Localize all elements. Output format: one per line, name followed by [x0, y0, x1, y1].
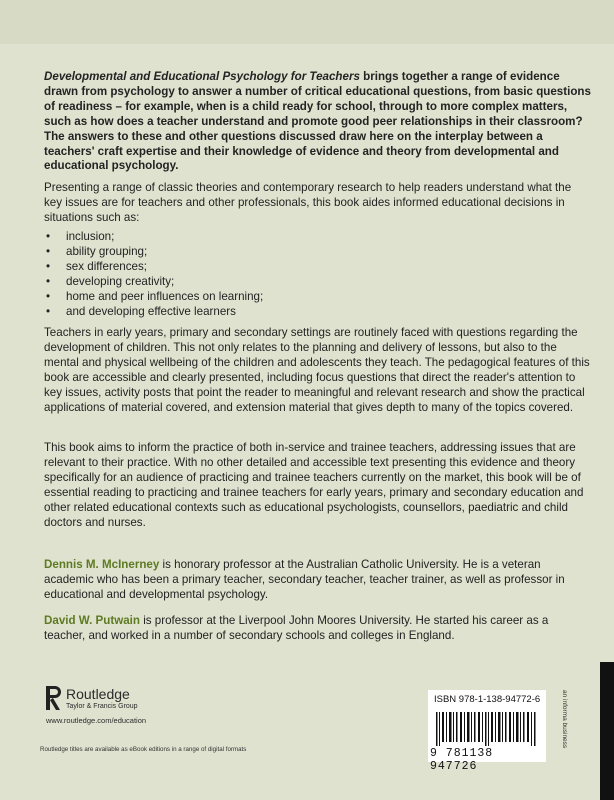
teachers-paragraph: Teachers in early years, primary and secondary settings are routinely faced with questions regarding the development of children. This not only relates to the planning and delivery of lessons, but also to the mental and physical wellbeing of the children and adolescents they teach. The pedagogical features of this book are accessible and clearly presented, including focus questions that direct the reader's attention to key issues, activity posts that point the reader to meaningful and relevant research and show the practical applications of material covered, and extension material that gives depth to many of the topics covered. — [44, 326, 590, 414]
ebook-note: Routledge titles are available as eBook editions in a range of digital formats — [40, 746, 247, 753]
aims-paragraph: This book aims to inform the practice of both in-service and trainee teachers, addressing issues that are relevant to their practice. With no other detailed and accessible text presenting this evidence and theory specifically for an audience of practicing and trainee teachers currently on the market, this book will be of essential reading to practicing and trainee teachers for early years, primary and secondary education and other related educational contexts such as educational psychologists, counsellors, paediatric and child doctors and nurses. — [44, 441, 584, 529]
book-title: Developmental and Educational Psychology for Teachers — [44, 70, 360, 83]
routledge-logo — [44, 684, 194, 728]
author-bio-mcinerney — [44, 558, 592, 603]
list-item: • sex differences; — [44, 260, 263, 275]
author-bio: is honorary professor at the Australian Catholic University. He is a veteran academic who has been a primary teacher, secondary teacher, teacher trainer, as well as professor in educational and developmental psychology. — [44, 558, 565, 601]
topic-list — [44, 230, 263, 319]
routledge-r-icon — [44, 684, 62, 712]
list-item: • home and peer influences on learning; — [44, 290, 263, 305]
author-name: David W. Putwain — [44, 614, 140, 627]
publisher-group: Taylor & Francis Group — [66, 703, 138, 710]
top-band — [0, 0, 614, 44]
informa-imprint: an informa business — [561, 690, 568, 749]
barcode-number: 9 781138 947726 — [430, 747, 494, 773]
spine-edge — [600, 662, 614, 800]
barcode-bars — [434, 712, 540, 746]
author-bio: is professor at the Liverpool John Moores University. He started his career as a teacher, and worked in a number of secondary schools and colleges in England. — [44, 614, 549, 642]
lead-text: brings together a range of evidence drawn from psychology to answer a number of critical educational questions, from basic questions of readiness – for example, when is a child ready for school, through to more complex matters, such as how does a teacher understand and promote good peer relationships in their classroom? The answers to these and other questions discussed draw here on the interplay between a teachers' craft expertise and their knowledge of evidence and theory from developmental and educational psychology. — [44, 70, 591, 173]
author-name: Dennis M. McInerney — [44, 558, 160, 571]
isbn-label: ISBN 978-1-138-94772-6 — [434, 694, 541, 705]
list-item: • ability grouping; — [44, 245, 263, 260]
intro-paragraph: Presenting a range of classic theories and contemporary research to help readers understand what the key issues are for teachers and other professionals, this book aides informed educational decisions in situations such as: — [44, 181, 572, 224]
publisher-url: www.routledge.com/education — [46, 716, 147, 725]
list-item: • inclusion; — [44, 230, 263, 245]
author-bio-putwain — [44, 614, 592, 644]
publisher-name: Routledge — [66, 686, 130, 702]
barcode-box — [428, 690, 546, 773]
list-item: • and developing effective learners — [44, 305, 263, 320]
list-item: • developing creativity; — [44, 275, 263, 290]
lead-paragraph — [44, 70, 592, 174]
